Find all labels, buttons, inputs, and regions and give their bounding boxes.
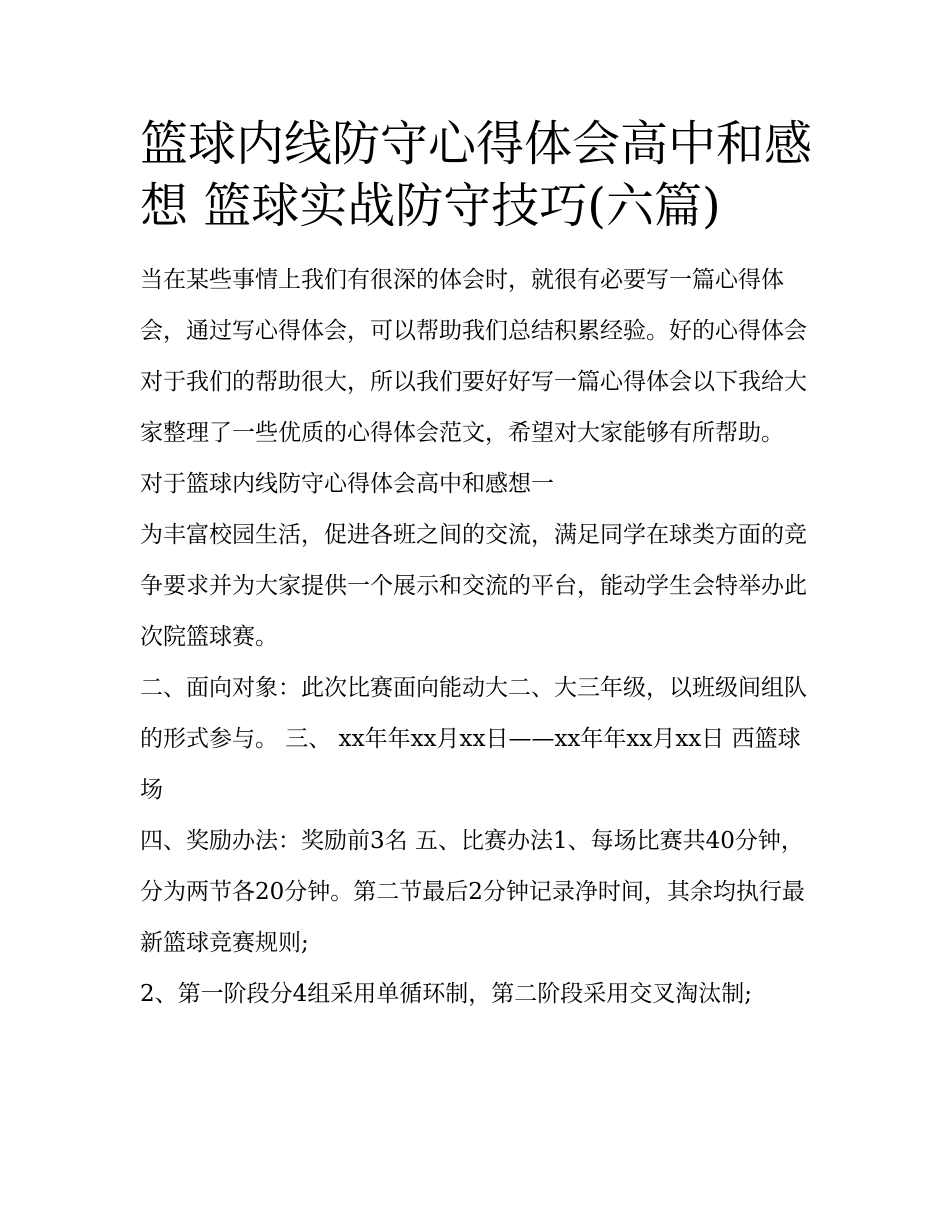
paragraph-purpose: 为丰富校园生活，促进各班之间的交流，满足同学在球类方面的竞争要求并为大家提供一个展示和交流的平台，能动学生会特举办此次院篮球赛。 [140, 522, 807, 650]
paragraph-rules: 四、奖励办法：奖励前3名 五、比赛办法1、每场比赛共40分钟，分为两节各20分钟。第二节最后2分钟记录净时间，其余均执行最新篮球竞赛规则; [140, 828, 805, 956]
paragraph-format: 2、第一阶段分4组采用单循环制，第二阶段采用交叉淘汰制; [140, 981, 753, 1007]
paragraph-section-heading: 对于篮球内线防守心得体会高中和感想一 [140, 471, 554, 497]
document-title: 篮球内线防守心得体会高中和感想 篮球实战防守技巧(六篇) [140, 116, 813, 234]
paragraph-intro: 当在某些事情上我们有很深的体会时，就很有必要写一篇心得体会，通过写心得体会，可以帮助我们总结积累经验。好的心得体会对于我们的帮助很大，所以我们要好好写一篇心得体会以下我给大家整理了一些优质的心得体会范文，希望对大家能够有所帮助。 [140, 267, 807, 446]
document-body [140, 255, 820, 1020]
paragraph-participants: 二、面向对象：此次比赛面向能动大二、大三年级，以班级间组队的形式参与。 三、 xx年年xx月xx日——xx年年xx月xx日 西篮球场 [140, 675, 807, 803]
